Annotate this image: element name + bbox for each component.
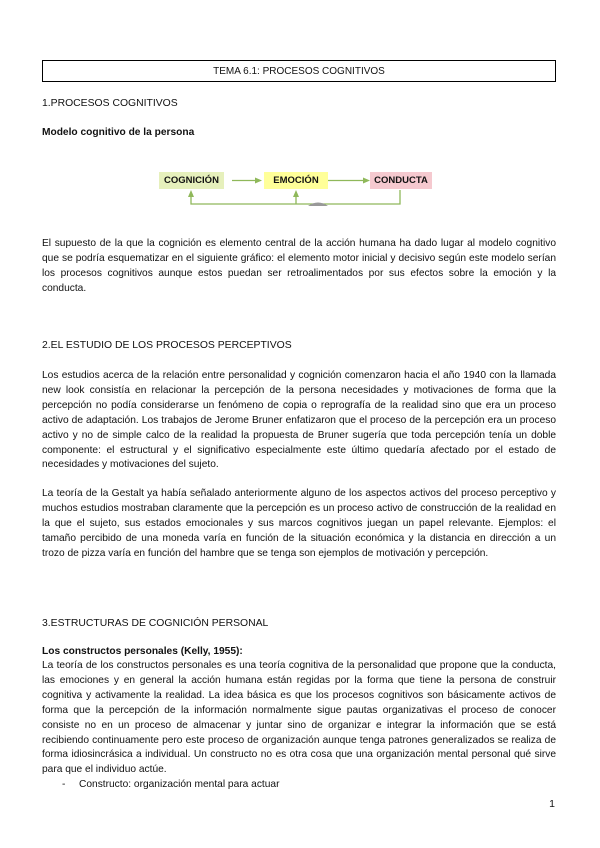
cognitive-model-subheading: Modelo cognitivo de la persona	[42, 127, 195, 138]
section-2-heading: 2.EL ESTUDIO DE LOS PROCESOS PERCEPTIVOS	[42, 340, 292, 351]
section-3-heading: 3.ESTRUCTURAS DE COGNICIÓN PERSONAL	[42, 618, 269, 629]
cognicion-box	[159, 172, 224, 189]
cognitive-model-diagram	[150, 166, 450, 216]
emocion-label: EMOCIÓN	[273, 175, 319, 186]
list-item	[62, 778, 279, 792]
section-1-paragraph: El supuesto de la que la cognición es elemento central de la acción humana ha dado lugar al modelo cognitivo que se podría esquematizar en el siguiente gráfico: el elemento motor inicial y decisivo según este modelo serían los procesos cognitivos aunque estos puedan ser retroalimentados por sus efectos sobre la emoción y la conducta.	[42, 238, 556, 294]
personal-constructs-subheading: Los constructos personales (Kelly, 1955):	[42, 646, 243, 657]
cognicion-label: COGNICIÓN	[164, 175, 219, 186]
section-2-paragraph-1: Los estudios acerca de la relación entre personalidad y cognición comenzaron hacia el año 1940 con la llamada new look consistía en relacionar la percepción de la persona necesidades y motivaciones de forma que la percepción no podía considerarse un fenómeno de copia o reprografía de la realidad sino que era un proceso activo de adaptación. Los trabajos de Jerome Bruner enfatizaron que el proceso de la percepción era un proceso activo y no de simple calco de la realidad la propuesta de Bruner sugería que toda percepción tenía un doble componente: el estructural y el significativo especialmente este último quedaría afectado por el estado de necesidades y motivaciones del sujeto.	[42, 370, 556, 471]
section-2-paragraph-2: La teoría de la Gestalt ya había señalado anteriormente alguno de los aspectos activos del proceso perceptivo y muchos estudios mostraban claramente que la percepción es un proceso activo de construcción de la realidad en la que el sujeto, sus estados emocionales y sus marcos cognitivos juegan un papel relevante. Ejemplos: el tamaño percibido de una moneda varía en función de la situación económica y la distancia en dirección a un trozo de pizza varía en función del hambre que se tenga son ejemplos de motivación y percepción.	[42, 488, 556, 559]
arrow-head-conducta	[363, 178, 370, 184]
conducta-box	[370, 172, 432, 189]
arrow-head-cognicion	[188, 190, 194, 197]
document-title: TEMA 6.1: PROCESOS COGNITIVOS	[213, 65, 385, 77]
page-number: 1	[549, 798, 555, 810]
list-item-text: Constructo: organización mental para actuar	[79, 779, 280, 790]
emocion-box	[264, 172, 328, 189]
section-1-heading: 1.PROCESOS COGNITIVOS	[42, 98, 178, 109]
connector-mark	[308, 203, 328, 207]
section-3-paragraph: La teoría de los constructos personales es una teoría cognitiva de la personalidad que propone que la conducta, las emociones y en general la acción humana están regidas por la forma que tiene la persona de construir cognitiva y activamente la realidad. La idea básica es que los procesos cognitivos son básicamente activos de forma que la percepción de la información normalmente sigue pautas organizativas el proceso de conocer consiste no en un proceso de almacenar y juntar sino de organizar e integrar la información que se está recibiendo continuamente pero este proceso de organización aunque tenga patrones generalizados se realiza de forma idiosincrásica a individual. Un constructo no es otra cosa que una organización mental personal qué sirve para que el individuo actúe.	[42, 660, 556, 776]
list-bullet: -	[62, 779, 66, 790]
arrow-head-emocion-up	[293, 190, 299, 197]
arrow-head-emocion	[255, 178, 262, 184]
document-title-box	[42, 60, 556, 82]
conducta-label: CONDUCTA	[374, 175, 428, 186]
